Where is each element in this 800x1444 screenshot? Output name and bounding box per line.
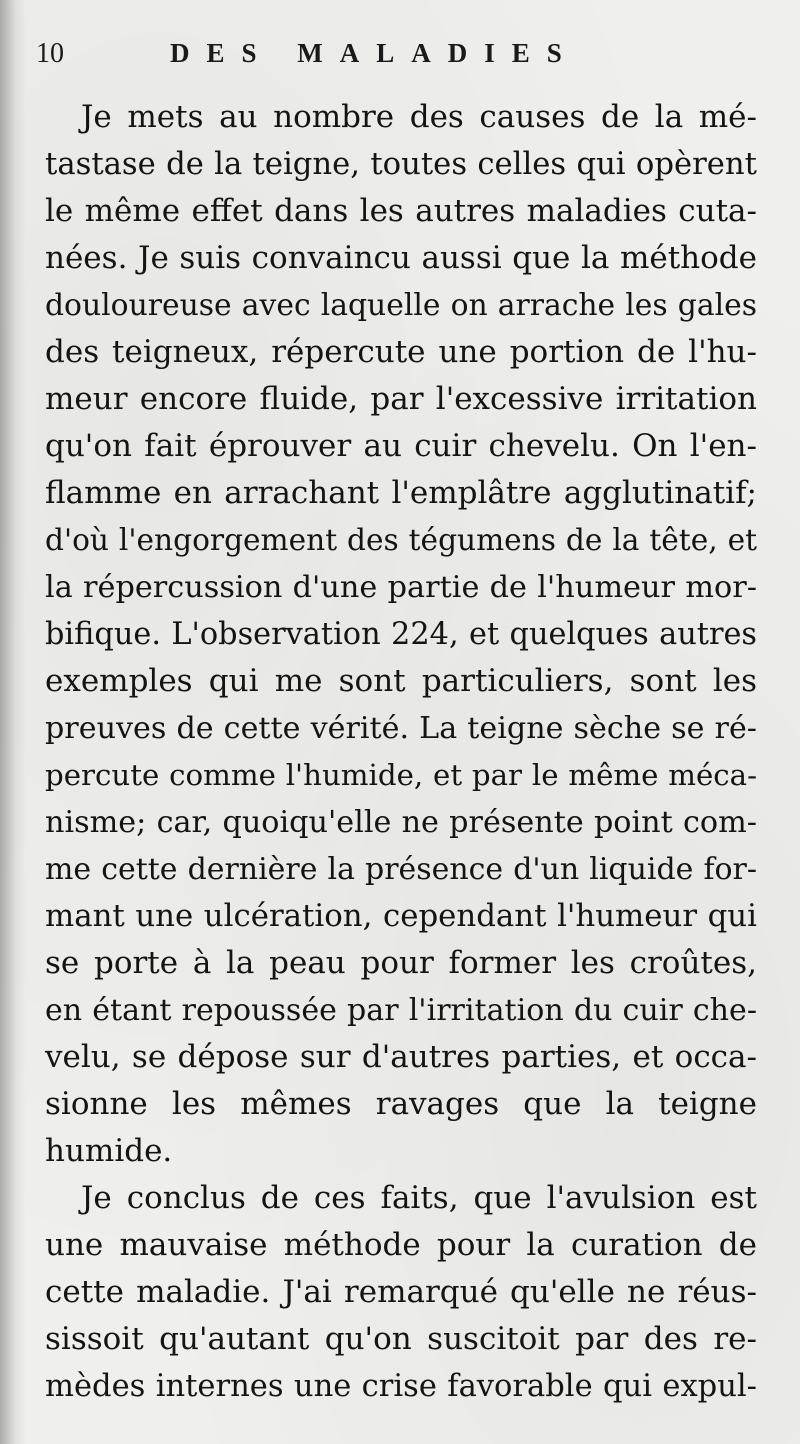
spine-shadow — [0, 0, 26, 1444]
text-line: en étant repoussée par l'irritation du cuir che- — [45, 993, 757, 1028]
text-line: cette maladie. J'ai remarqué qu'elle ne réus- — [45, 1274, 757, 1310]
running-head: DES MALADIES — [170, 38, 579, 68]
text-line: bifique. L'observation 224, et quelques autres — [45, 617, 757, 652]
text-line: douloureuse avec laquelle on arrache les gales — [45, 288, 757, 323]
text-line: le même effet dans les autres maladies cuta- — [45, 193, 757, 229]
text-line: qu'on fait éprouver au cuir chevelu. On l'en- — [45, 428, 757, 464]
text-line: tastase de la teigne, toutes celles qui opèrent — [45, 147, 757, 182]
text-line: meur encore fluide, par l'excessive irritation — [45, 381, 757, 417]
page-header — [36, 38, 756, 78]
text-line: sissoit qu'autant qu'on suscitoit par des re- — [45, 1321, 757, 1357]
text-line: se porte à la peau pour former les croûtes, — [45, 945, 757, 981]
text-line: velu, se dépose sur d'autres parties, et occa- — [45, 1039, 757, 1075]
body-text — [45, 94, 757, 1410]
text-line: preuves de cette vérité. La teigne sèche se ré- — [45, 711, 757, 746]
text-line: Je mets au nombre des causes de la mé- — [81, 99, 757, 135]
paragraph-2 — [45, 1175, 757, 1410]
text-line: percute comme l'humide, et par le même méca- — [45, 758, 757, 792]
text-line: nées. Je suis convaincu aussi que la méthode — [45, 240, 757, 276]
paragraph-1 — [45, 94, 757, 1175]
text-line: d'où l'engorgement des tégumens de la tête, et — [45, 523, 757, 557]
page-number: 10 — [36, 38, 64, 69]
text-line: la répercussion d'une partie de l'humeur mor- — [45, 570, 757, 605]
text-line: me cette dernière la présence d'un liquide for- — [45, 852, 757, 887]
text-line: humide. — [45, 1133, 173, 1169]
text-line: nisme; car, quoiqu'elle ne présente point com- — [45, 805, 757, 840]
text-line: flamme en arrachant l'emplâtre agglutinatif; — [45, 475, 757, 511]
text-line: mant une ulcération, cependant l'humeur qui — [45, 898, 757, 934]
text-line: exemples qui me sont particuliers, sont les — [45, 663, 757, 699]
text-line: des teigneux, répercute une portion de l'hu- — [45, 334, 757, 370]
text-line: une mauvaise méthode pour la curation de — [45, 1227, 757, 1263]
text-line: mèdes internes une crise favorable qui expul- — [45, 1369, 757, 1404]
text-line: Je conclus de ces faits, que l'avulsion est — [81, 1180, 757, 1216]
text-line: sionne les mêmes ravages que la teigne — [45, 1086, 757, 1122]
